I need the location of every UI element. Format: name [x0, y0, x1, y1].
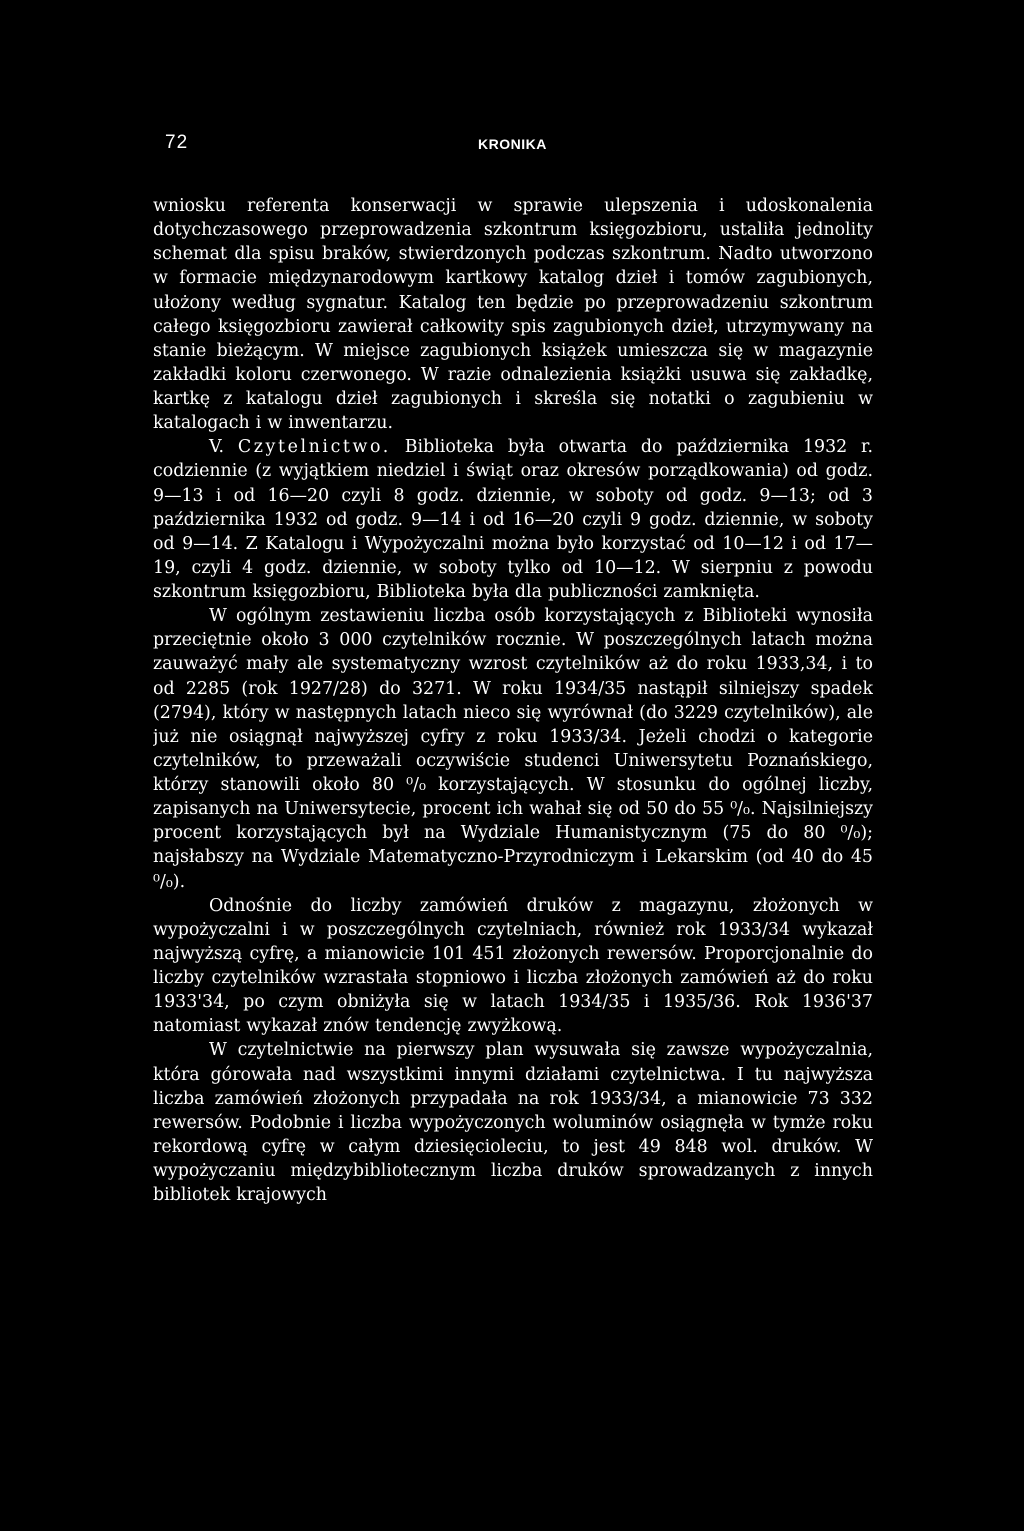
paragraph-text: Biblioteka była otwarta do października 1932 r. codziennie (z wyjątkiem niedziel i świąt oraz okresów porządkowania) od godz. 9—13 i od 16—20 czyli 8 godz. dziennie, w soboty od godz. 9—13; od 3 października 1932 od godz. 9—14 i od 16—20 czyli 9 godz. dziennie, w soboty od 9—14. Z Katalogu i Wypożyczalni można było korzystać od 10—12 i od 17—19, czyli 4 godz. dziennie, w soboty tylko od 10—12. W sierpniu z powodu szkontrum księgozbioru, Biblioteka była dla publiczności zamknięta. [153, 437, 873, 602]
page-number: 72 [165, 132, 189, 153]
paragraph: Odnośnie do liczby zamówień druków z magazynu, złożonych w wypożyczalni i w poszczególnych czytelniach, również rok 1933/34 wykazał najwyższą cyfrę, a mianowicie 101 451 złożonych rewersów. Proporcjonalnie do liczby czytelników wzrastała stopniowo i liczba złożonych zamówień aż do roku 1933'34, po czym obniżyła się w latach 1934/35 i 1935/36. Rok 1936'37 natomiast wykazał znów tendencję zwyżkową. [153, 895, 873, 1037]
paragraph: W czytelnictwie na pierwszy plan wysuwała się zawsze wypożyczalnia, która górowała nad wszystkimi innymi działami czytelnictwa. I tu najwyższa liczba zamówień złożonych przypadała na rok 1933/34, a mianowicie 73 332 rewersów. Podobnie i liczba wypożyczonych woluminów osiągnęła w tymże roku rekordową cyfrę w całym dziesięcioleciu, to jest 49 848 wol. druków. W wypożyczaniu międzybibliotecznym liczba druków sprowadzanych z innych bibliotek krajowych [153, 1040, 873, 1206]
running-head: KRONIKA [478, 136, 547, 152]
paragraph: wniosku referenta konserwacji w sprawie ulepszenia i udoskonalenia dotychczasowego przeprowadzenia szkontrum księgozbioru, ustaliła jednolity schemat dla spisu braków, stwierdzonych podczas szkontrum. Nadto utworzono w formacie międzynarodowym kartkowy katalog dzieł i tomów zagubionych, ułożony według sygnatur. Katalog ten będzie po przeprowadzeniu szkontrum całego księgozbioru zawierał całkowity spis zagubionych dzieł, utrzymywany na stanie bieżącym. W miejsce zagubionych książek umieszcza się w magazynie zakładki koloru czerwonego. W razie odnalezienia książki usuwa się zakładkę, kartkę z katalogu dzieł zagubionych i skreśla się notatki o zagubieniu w katalogach i w inwentarzu. [153, 196, 873, 434]
paragraph [153, 435, 873, 604]
paragraph: W ogólnym zestawieniu liczba osób korzystających z Biblioteki wynosiła przeciętnie około 3 000 czytelników rocznie. W poszczególnych latach można zauważyć mały ale systematyczny wzrost czytelników aż do roku 1933,34, i to od 2285 (rok 1927/28) do 3271. W roku 1934/35 nastąpił silniejszy spadek (2794), który w następnych latach nieco się wyrównał (do 3229 czytelników), ale już nie osiągnął najwyższej cyfry z roku 1933/34. Jeżeli chodzi o kategorie czytelników, to przeważali oczywiście studenci Uniwersytetu Poznańskiego, którzy stanowili około 80 ⁰/₀ korzystających. W stosunku do ogólnej liczby, zapisanych na Uniwersytecie, procent ich wahał się od 50 do 55 ⁰/₀. Najsilniejszy procent korzystających był na Wydziale Humanistycznym (75 do 80 ⁰/₀); najsłabszy na Wydziale Matematyczno-Przyrodniczym i Lekarskim (od 40 do 45 ⁰/₀). [153, 606, 873, 892]
page-header [153, 128, 873, 168]
document-page [153, 128, 873, 1508]
section-number: V. [209, 437, 225, 458]
section-heading: Czytelnictwo. [237, 437, 391, 458]
body-text [153, 194, 873, 1207]
